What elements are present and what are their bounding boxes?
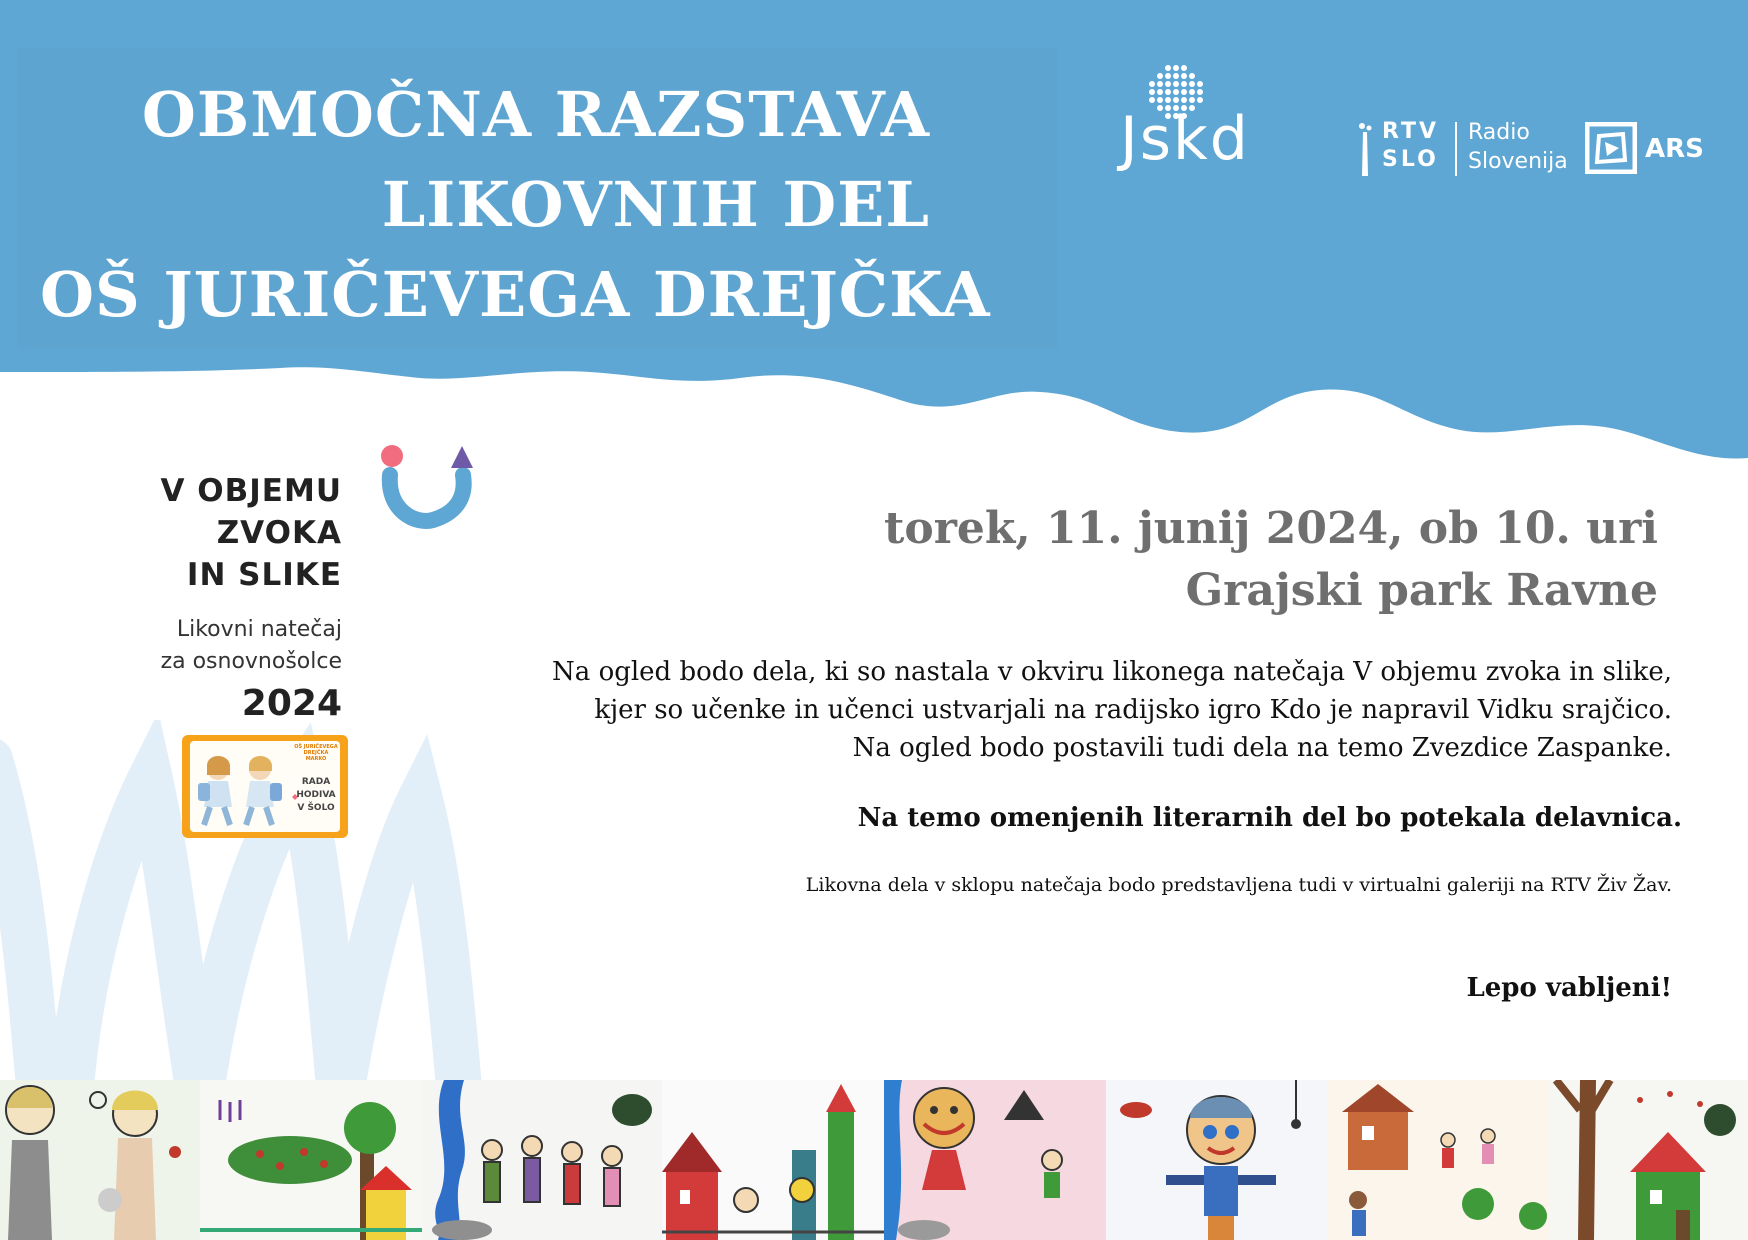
contest-title-line-3: IN SLIKE bbox=[186, 557, 342, 593]
workshop-note: Na temo omenjenih literarnih del bo potekala delavnica. bbox=[857, 803, 1682, 833]
title-line-1: OBMOČNA RAZSTAVA bbox=[141, 78, 930, 151]
drawing-river-people bbox=[422, 1080, 662, 1240]
title-line-2: LIKOVNIH DEL bbox=[381, 168, 930, 241]
closing-invitation: Lepo vabljeni! bbox=[1466, 973, 1672, 1003]
book-publisher-line-1: OŠ JURIČEVEGA bbox=[294, 744, 338, 750]
event-place: Grajski park Ravne bbox=[1185, 565, 1658, 616]
drawing-park-scene bbox=[200, 1080, 422, 1240]
rtv-line-1: RTV bbox=[1382, 119, 1439, 144]
contest-title-line-2: ZVOKA bbox=[216, 515, 342, 551]
contest-subtitle-line-1: Likovni natečaj bbox=[176, 617, 342, 642]
rtv-antenna-icon bbox=[1356, 122, 1374, 176]
book-title-line-3: V ŠOLO bbox=[297, 803, 335, 813]
book-title-line-2: HODIVA bbox=[296, 790, 336, 800]
book-publisher-line-2: DREJČKA bbox=[303, 750, 329, 756]
drawings-strip bbox=[0, 1080, 1748, 1240]
drawing-houses bbox=[662, 1080, 884, 1240]
radio-line-2: Slovenija bbox=[1468, 149, 1568, 174]
description-line-3: Na ogled bodo postavili tudi dela na temo Zvezdice Zaspanke. bbox=[852, 733, 1672, 763]
event-date: torek, 11. junij 2024, ob 10. uri bbox=[884, 503, 1658, 554]
contest-subtitle-line-2: za osnovnošolce bbox=[160, 649, 342, 674]
event-details bbox=[760, 498, 1658, 622]
virtual-gallery-note: Likovna dela v sklopu natečaja bodo predstavljena tudi v virtualni galeriji na RTV Živ Žav. bbox=[805, 874, 1672, 896]
book-title bbox=[292, 776, 340, 815]
ars-logo-text: ARS bbox=[1645, 134, 1704, 164]
book-title-line-1: RADA bbox=[301, 777, 331, 787]
drawing-tree-house bbox=[1550, 1080, 1748, 1240]
rtv-line-2: SLO bbox=[1382, 147, 1439, 172]
contest-year: 2024 bbox=[241, 683, 342, 724]
book-publisher bbox=[292, 744, 340, 762]
drawing-blue-boy bbox=[1106, 1080, 1328, 1240]
contest-logo bbox=[80, 470, 342, 726]
rtv-slo-logo bbox=[1382, 118, 1439, 174]
ars-square-icon bbox=[1585, 122, 1637, 174]
radio-line-1: Radio bbox=[1468, 120, 1530, 145]
drawing-two-women bbox=[0, 1080, 200, 1240]
event-description bbox=[380, 653, 1672, 767]
radio-slovenija-logo bbox=[1468, 118, 1568, 176]
logo-divider bbox=[1455, 122, 1457, 176]
drawing-smiling-girl bbox=[884, 1080, 1106, 1240]
jskd-logo-text: Jskd bbox=[1120, 104, 1250, 174]
description-line-2: kjer so učenke in učenci ustvarjali na radijsko igro Kdo je napravil Vidku srajčico. bbox=[594, 695, 1672, 725]
book-publisher-line-3: MARKO bbox=[305, 756, 327, 762]
contest-title-line-1: V OBJEMU bbox=[160, 473, 342, 509]
exhibition-title bbox=[40, 70, 991, 340]
description-line-1: Na ogled bodo dela, ki so nastala v okviru likonega natečaja V objemu zvoka in slike, bbox=[552, 657, 1672, 687]
contest-u-mark-icon bbox=[375, 440, 475, 530]
title-line-3: OŠ JURIČEVEGA DREJČKA bbox=[40, 258, 991, 331]
drawing-house-children bbox=[1328, 1080, 1550, 1240]
